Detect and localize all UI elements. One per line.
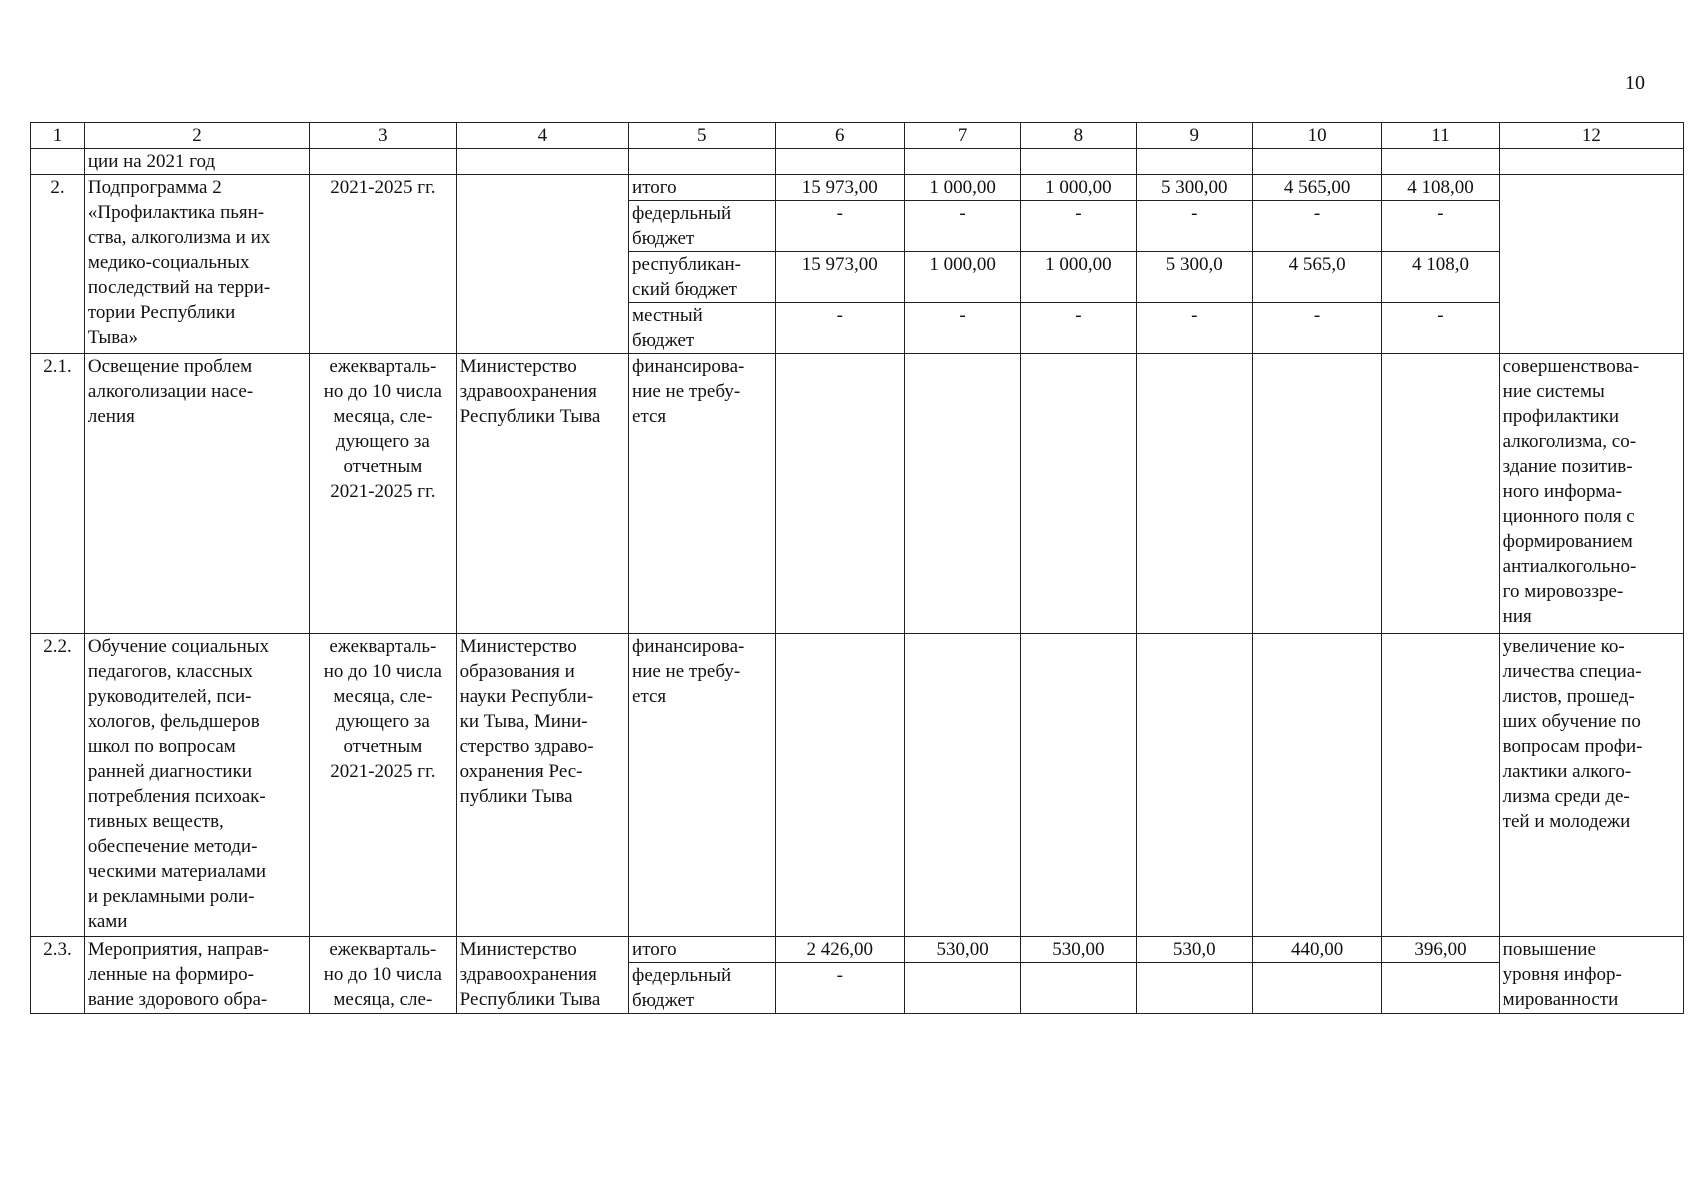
amount-total: - bbox=[775, 201, 904, 252]
amount-total: 15 973,00 bbox=[775, 175, 904, 201]
amount-2024: - bbox=[1252, 201, 1381, 252]
col-header: 5 bbox=[629, 123, 776, 149]
amount-2025: 396,00 bbox=[1382, 937, 1499, 963]
amount-2021: - bbox=[904, 201, 1020, 252]
table-row bbox=[31, 937, 1684, 963]
amount-2025: - bbox=[1382, 201, 1499, 252]
amount-2024: 4 565,00 bbox=[1252, 175, 1381, 201]
program-table bbox=[30, 122, 1684, 1014]
executor: Министерство здравоохранения Республики Тыва bbox=[456, 354, 628, 634]
amount-2023: 530,0 bbox=[1136, 937, 1252, 963]
subprogram-name: Подпрограмма 2 «Профилактика пьян- ства, алкоголизма и их медико-социальных последствий на терри- тории Республики Тыва» bbox=[84, 175, 309, 354]
amount-2022: - bbox=[1021, 303, 1136, 354]
row-number: 2.1. bbox=[31, 354, 85, 634]
table-row bbox=[31, 354, 1684, 634]
amount-2025: - bbox=[1382, 303, 1499, 354]
amount-total: - bbox=[775, 303, 904, 354]
amount-total: 15 973,00 bbox=[775, 252, 904, 303]
col-header: 4 bbox=[456, 123, 628, 149]
funding-source: итого bbox=[629, 175, 776, 201]
col-header: 8 bbox=[1021, 123, 1136, 149]
amount-2024: 4 565,0 bbox=[1252, 252, 1381, 303]
executor: Министерство здравоохранения Республики Тыва bbox=[456, 937, 628, 1014]
amount-2021: - bbox=[904, 303, 1020, 354]
funding-source: республикан- ский бюджет bbox=[629, 252, 776, 303]
funding-source: финансирова- ние не требу- ется bbox=[629, 354, 776, 634]
header-row bbox=[31, 123, 1684, 149]
activity-name: Освещение проблем алкоголизации насе- ления bbox=[84, 354, 309, 634]
amount-2023 bbox=[1136, 963, 1252, 1014]
amount-total: 2 426,00 bbox=[775, 937, 904, 963]
col-header: 6 bbox=[775, 123, 904, 149]
table-row bbox=[31, 175, 1684, 201]
amount-2022 bbox=[1021, 963, 1136, 1014]
amount-2025: 4 108,00 bbox=[1382, 175, 1499, 201]
funding-source: федерльный бюджет bbox=[629, 201, 776, 252]
amount-2023: - bbox=[1136, 201, 1252, 252]
funding-source: местный бюджет bbox=[629, 303, 776, 354]
activity-name: Обучение социальных педагогов, классных руководителей, пси- хологов, фельдшеров школ по вопросам ранней диагностики потребления психоак- тивных веществ, обеспечение методи- ческими материалами и рекламными роли- ками bbox=[84, 634, 309, 937]
expected-result: совершенствова- ние системы профилактики алкоголизма, со- здание позитив- ного информа- ционного поля с формированием антиалкогольно- го мировоззре- ния bbox=[1499, 354, 1683, 634]
period: 2021-2025 гг. bbox=[310, 175, 457, 354]
col-header: 7 bbox=[904, 123, 1020, 149]
col-header: 2 bbox=[84, 123, 309, 149]
amount-total: - bbox=[775, 963, 904, 1014]
table-row bbox=[31, 634, 1684, 937]
amount-2023: 5 300,0 bbox=[1136, 252, 1252, 303]
col-header: 10 bbox=[1252, 123, 1381, 149]
amount-2024: - bbox=[1252, 303, 1381, 354]
executor: Министерство образования и науки Республи- ки Тыва, Мини- стерство здраво- охранения Рес- публики Тыва bbox=[456, 634, 628, 937]
amount-2023: 5 300,00 bbox=[1136, 175, 1252, 201]
row-number: 2.2. bbox=[31, 634, 85, 937]
col-header: 12 bbox=[1499, 123, 1683, 149]
expected-result bbox=[1499, 175, 1683, 354]
amount-2022: 1 000,00 bbox=[1021, 175, 1136, 201]
executor bbox=[456, 175, 628, 354]
col-header: 1 bbox=[31, 123, 85, 149]
funding-source: федерльный бюджет bbox=[629, 963, 776, 1014]
period: ежекварталь- но до 10 числа месяца, сле- дующего за отчетным 2021-2025 гг. bbox=[310, 634, 457, 937]
period: ежекварталь- но до 10 числа месяца, сле- дующего за отчетным 2021-2025 гг. bbox=[310, 354, 457, 634]
amount-2022: - bbox=[1021, 201, 1136, 252]
amount-2025 bbox=[1382, 963, 1499, 1014]
continuation-row bbox=[31, 149, 1684, 175]
col-header: 11 bbox=[1382, 123, 1499, 149]
amount-2025: 4 108,0 bbox=[1382, 252, 1499, 303]
page-number: 10 bbox=[1625, 72, 1645, 94]
funding-source: финансирова- ние не требу- ется bbox=[629, 634, 776, 937]
col-header: 9 bbox=[1136, 123, 1252, 149]
amount-2021: 1 000,00 bbox=[904, 175, 1020, 201]
expected-result: увеличение ко- личества специа- листов, прошед- ших обучение по вопросам профи- лактики алкого- лизма среди де- тей и молодежи bbox=[1499, 634, 1683, 937]
amount-2021 bbox=[904, 963, 1020, 1014]
amount-2023: - bbox=[1136, 303, 1252, 354]
amount-2022: 530,00 bbox=[1021, 937, 1136, 963]
expected-result: повышение уровня инфор- мированности bbox=[1499, 937, 1683, 1014]
amount-2024: 440,00 bbox=[1252, 937, 1381, 963]
row-number: 2.3. bbox=[31, 937, 85, 1014]
period: ежекварталь- но до 10 числа месяца, сле- bbox=[310, 937, 457, 1014]
amount-2021: 530,00 bbox=[904, 937, 1020, 963]
continued-text: ции на 2021 год bbox=[84, 149, 309, 175]
amount-2022: 1 000,00 bbox=[1021, 252, 1136, 303]
funding-source: итого bbox=[629, 937, 776, 963]
col-header: 3 bbox=[310, 123, 457, 149]
amount-2024 bbox=[1252, 963, 1381, 1014]
row-number: 2. bbox=[31, 175, 85, 354]
amount-2021: 1 000,00 bbox=[904, 252, 1020, 303]
activity-name: Мероприятия, направ- ленные на формиро- вание здорового обра- bbox=[84, 937, 309, 1014]
